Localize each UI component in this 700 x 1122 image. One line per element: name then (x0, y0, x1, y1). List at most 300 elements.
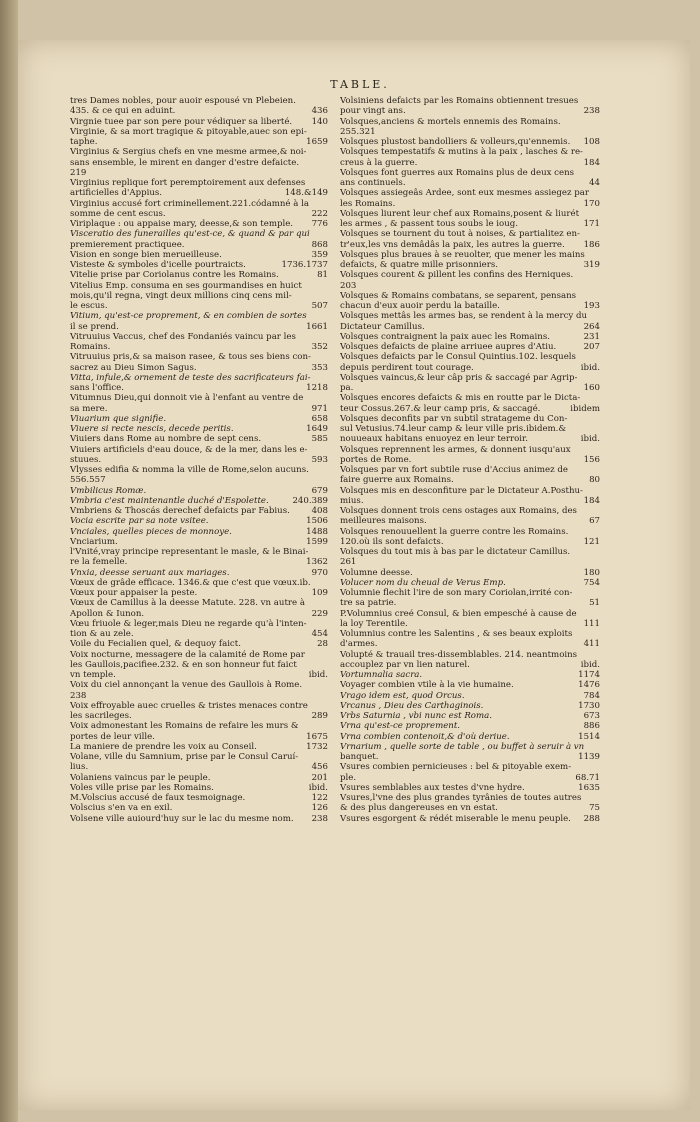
index-entry (340, 199, 600, 209)
entry-text: 238 (70, 690, 87, 701)
entry-page-number: 80 (589, 475, 600, 486)
index-entry (70, 609, 328, 619)
entry-page-number (596, 96, 600, 106)
entry-page-number: 122 (311, 793, 328, 803)
index-entry (70, 783, 328, 793)
entry-text: Vrna qu'est-ce proprement. (340, 721, 461, 732)
entry-page-number (596, 188, 600, 198)
entry-page-number (596, 527, 600, 537)
index-entry (70, 147, 328, 157)
entry-page-number: 776 (311, 219, 328, 229)
index-entry (70, 732, 328, 742)
entry-page-number (596, 414, 600, 424)
entry-text: Vmbria c'est maintenantle duché d'Espolette. (70, 495, 269, 506)
entry-page-number: 180 (583, 567, 600, 578)
entry-text: Volane, ville du Samnium, prise par le Consul Caruí- (70, 752, 299, 762)
entry-text: & des plus dangereuses en vn estat. (340, 803, 498, 814)
entry-text: Volsques se tournent du tout à noises, & partialitez en- (340, 229, 580, 240)
entry-text: Vmbilicus Romæ. (70, 485, 147, 496)
entry-text: les sacrileges. (70, 711, 132, 721)
entry-text: l'Vnité,vray principe representant le masle, & le Binai- (70, 547, 309, 557)
entry-text: Volsques defaicts de plaine arriuee aupres d'Atiu. (340, 342, 557, 352)
entry-page-number: 184 (583, 495, 600, 506)
entry-text: Voix effroyable auec cruelles & tristes menaces contre (70, 700, 308, 711)
index-entry (70, 537, 328, 547)
index-entry (340, 670, 600, 680)
entry-text: Vitumnus Dieu,qui donnoit vie à l'enfant au ventre de (70, 393, 304, 404)
entry-page-number (324, 752, 328, 762)
entry-page-number: 359 (311, 249, 328, 260)
entry-text: sans l'office. (70, 383, 124, 393)
entry-text: Vsures combien pernicieuses : bel & pitoyable exem- (340, 762, 572, 773)
entry-page-number (596, 793, 600, 803)
entry-page-number (596, 486, 600, 496)
index-entry (340, 158, 600, 168)
index-entry (340, 506, 600, 516)
entry-text: somme de cent escus. (70, 208, 166, 219)
entry-text: Romains. (70, 342, 111, 352)
entry-page-number: ibid. (580, 659, 600, 670)
entry-text: teur Cossus.267.& leur camp pris, & saccagé. (340, 403, 541, 414)
entry-page-number (324, 680, 328, 690)
entry-text: Vortumnalia sacra. (340, 670, 423, 680)
entry-page-number: 1732 (306, 741, 328, 752)
entry-page-number: 240.389 (292, 495, 328, 506)
entry-page-number: 436 (311, 106, 328, 117)
entry-page-number: 673 (583, 711, 600, 721)
index-entry (340, 178, 600, 188)
index-entry (70, 106, 328, 116)
entry-page-number: 288 (583, 813, 600, 824)
entry-page-number (324, 147, 328, 157)
entry-page-number (596, 742, 600, 752)
entry-page-number (324, 660, 328, 670)
entry-text: 203 (340, 280, 357, 291)
entry-text: 219 (70, 167, 87, 178)
index-entry (340, 322, 600, 332)
index-entry (340, 404, 600, 414)
index-entry (340, 496, 600, 506)
entry-text: sacrez au Dieu Simon Sagus. (70, 362, 197, 373)
entry-text: Volsques mettâs les armes bas, se rendent à la mercy du (340, 311, 588, 322)
index-entry (340, 691, 600, 701)
entry-text: Vrcanus , Dieu des Carthaginois. (340, 700, 484, 711)
entry-text: Vrago idem est, quod Orcus. (340, 690, 465, 701)
entry-text: re la femelle. (70, 557, 128, 568)
page-header: TABLE. (330, 78, 390, 91)
entry-page-number (596, 547, 600, 557)
entry-text: Vitruuius pris,& sa maison rasee, & tous ses biens con- (70, 352, 311, 363)
entry-text: les Gaullois,pacifiee.232. & en son honneur fut faict (70, 659, 297, 670)
entry-page-number: 67 (589, 516, 600, 527)
entry-text: Vmbriens & Thoscás derechef defaicts par Fabius. (70, 506, 290, 516)
entry-text: lius. (70, 762, 89, 773)
entry-text: faire guerre aux Romains. (340, 475, 454, 486)
entry-page-number: 68.71 (575, 772, 600, 783)
entry-page-number: 507 (311, 301, 328, 311)
index-entry (340, 609, 600, 619)
entry-page-number: 222 (311, 208, 328, 219)
entry-page-number: 658 (311, 413, 328, 424)
entry-text: Apollon & Iunon. (70, 608, 145, 619)
index-entry (340, 619, 600, 629)
index-entry (340, 455, 600, 465)
index-entry (70, 393, 328, 403)
entry-text: les Romains. (340, 198, 396, 209)
entry-page-number (324, 598, 328, 608)
entry-page-number (324, 701, 328, 711)
index-entry (70, 178, 328, 188)
entry-text: Volucer nom du cheual de Verus Emp. (340, 577, 506, 588)
entry-text: nouueaux habitans enuoyez en leur terroir. (340, 434, 528, 445)
entry-text: ans continuels. (340, 178, 406, 188)
index-entry (340, 639, 600, 649)
entry-page-number: 1218 (306, 383, 328, 393)
index-entry (70, 506, 328, 516)
entry-page-number (596, 117, 600, 127)
entry-page-number: 81 (317, 270, 328, 281)
index-entry (340, 219, 600, 229)
entry-page-number: 456 (311, 762, 328, 773)
entry-page-number (596, 762, 600, 772)
index-entry (340, 537, 600, 547)
entry-text: Voles ville prise par les Romains. (70, 782, 214, 793)
entry-page-number (324, 445, 328, 455)
index-entry (70, 598, 328, 608)
entry-text: Volsques courent & pillent les confins des Herniques. (340, 270, 574, 281)
entry-page-number (596, 229, 600, 239)
left-column (70, 96, 328, 824)
entry-text: Vœux de grâde efficace. 1346.& que c'est que vœux.ib. (70, 577, 311, 588)
entry-page-number: 264 (583, 321, 600, 332)
entry-page-number (596, 127, 600, 137)
index-entry (70, 96, 328, 106)
index-entry (70, 240, 328, 250)
index-entry (70, 137, 328, 147)
index-entry (70, 762, 328, 772)
entry-page-number: 970 (311, 567, 328, 578)
index-entry (70, 158, 328, 168)
index-entry (340, 281, 600, 291)
entry-text: Vœu friuole & leger,mais Dieu ne regarde qu'à l'inten- (70, 618, 307, 629)
entry-page-number: 229 (311, 608, 328, 619)
entry-text: Voix admonestant les Romains de refaire les murs & (70, 721, 299, 732)
index-entry (70, 260, 328, 270)
entry-page-number: 784 (583, 690, 600, 701)
index-entry (340, 650, 600, 660)
entry-page-number: 1174 (578, 670, 600, 680)
entry-page-number: 201 (311, 772, 328, 783)
index-entry (70, 270, 328, 280)
entry-page-number: 184 (583, 157, 600, 168)
entry-text: mius. (340, 495, 364, 506)
entry-page-number: 1139 (578, 752, 600, 762)
entry-page-number (596, 424, 600, 434)
entry-page-number (324, 96, 328, 106)
entry-text: Volumnie flechit l'ire de son mary Coriolan,irrité con- (340, 588, 573, 598)
entry-page-number (596, 588, 600, 598)
entry-text: premierement practiquee. (70, 239, 185, 250)
entry-text: Volsques liurent leur chef aux Romains,posent & liurét (340, 208, 580, 219)
entry-page-number: 51 (589, 598, 600, 609)
index-entry (340, 393, 600, 403)
entry-text: Volsques vaincus,& leur câp pris & saccagé par Agrip- (340, 372, 578, 383)
entry-page-number: 1362 (306, 557, 328, 568)
entry-text: chacun d'eux auoir perdu la bataille. (340, 301, 500, 311)
entry-text: Volsques encores defaicts & mis en routte par le Dicta- (340, 393, 581, 404)
entry-page-number: 1635 (578, 782, 600, 793)
entry-text: Vnciarium. (70, 536, 118, 547)
index-entry (70, 660, 328, 670)
entry-text: Viuere si recte nescis, decede peritis. (70, 424, 234, 434)
entry-text: ple. (340, 772, 357, 783)
index-entry (70, 301, 328, 311)
entry-page-number (324, 199, 328, 209)
index-entry (340, 557, 600, 567)
entry-page-number: 1730 (578, 700, 600, 711)
entry-page-number: 679 (311, 485, 328, 496)
index-entry (70, 557, 328, 567)
index-entry (70, 814, 328, 824)
index-entry (340, 117, 600, 127)
index-entry (340, 762, 600, 772)
entry-page-number (324, 332, 328, 342)
index-entry (70, 352, 328, 362)
index-entry (340, 137, 600, 147)
index-entry (340, 291, 600, 301)
index-entry (70, 188, 328, 198)
entry-text: stuues. (70, 454, 102, 465)
entry-page-number (596, 168, 600, 178)
entry-page-number (324, 158, 328, 168)
entry-text: Voix du ciel annonçant la venue des Gaullois à Rome. (70, 680, 303, 691)
index-entry (340, 301, 600, 311)
index-entry (70, 199, 328, 209)
index-entry (70, 455, 328, 465)
entry-text: Volsques defaicts par le Consul Quintius.102. lesquels (340, 352, 576, 363)
entry-page-number: 193 (583, 301, 600, 311)
entry-page-number (324, 547, 328, 557)
index-entry (70, 742, 328, 752)
index-entry (340, 414, 600, 424)
entry-text: le escus. (70, 301, 108, 311)
entry-text: banquet. (340, 752, 379, 762)
entry-text: taphe. (70, 137, 98, 147)
entry-page-number: 408 (311, 506, 328, 516)
entry-page-number: 160 (583, 383, 600, 393)
entry-page-number: 186 (583, 239, 600, 250)
entry-page-number: 171 (583, 219, 600, 229)
entry-page-number: 148.&149 (284, 188, 328, 199)
entry-text: Vitelie prise par Coriolanus contre les Romains. (70, 270, 279, 281)
entry-text: Vsures semblables aux testes d'vne hydre. (340, 782, 525, 793)
entry-page-number: 238 (583, 106, 600, 117)
index-entry (70, 250, 328, 260)
index-entry (70, 465, 328, 475)
entry-page-number (596, 352, 600, 362)
index-entry (70, 516, 328, 526)
entry-text: Visceratio des funerailles qu'est-ce, & quand & par qui (70, 229, 310, 240)
entry-page-number (324, 619, 328, 629)
entry-page-number: 1488 (306, 526, 328, 537)
entry-text: Vlysses edifia & nomma la ville de Rome,selon aucuns. (70, 465, 309, 475)
entry-text: Vitium, qu'est-ce proprement, & en combien de sortes (70, 311, 307, 322)
index-entry (340, 752, 600, 762)
entry-text: Volscius s'en va en exil. (70, 803, 173, 814)
index-entry (70, 445, 328, 455)
entry-text: Vnciales, quelles pieces de monnoye. (70, 526, 232, 537)
index-entry (340, 250, 600, 260)
index-entry (70, 680, 328, 690)
entry-text: Vnxia, deesse seruant aux mariages. (70, 567, 230, 578)
index-entry (70, 670, 328, 680)
entry-text: Volsene ville auiourd'huy sur le lac du mesme nom. (70, 813, 294, 824)
entry-page-number: 1675 (306, 731, 328, 742)
entry-text: Vrnarium , quelle sorte de table , ou buffet à seruir à vn (340, 741, 585, 752)
entry-page-number (596, 147, 600, 157)
entry-text: Virginie, & sa mort tragique & pitoyable,auec son epi- (70, 126, 307, 137)
book-spine (0, 0, 18, 1122)
entry-text: accouplez par vn lien naturel. (340, 659, 470, 670)
entry-text: 255.321 (340, 126, 376, 137)
entry-page-number (596, 609, 600, 619)
entry-text: M.Volscius accusé de faux tesmoignage. (70, 793, 246, 803)
index-entry (340, 475, 600, 485)
entry-text: Vœux pour appaiser la peste. (70, 588, 198, 598)
entry-text: la loy Terentile. (340, 618, 408, 629)
entry-text: Vitelius Emp. consuma en ses gourmandises en huict (70, 280, 302, 291)
entry-text: Volsques par vn fort subtile ruse d'Accius animez de (340, 465, 568, 475)
entry-text: Volsques mis en desconfiture par le Dictateur A.Posthu- (340, 485, 583, 496)
index-entry (340, 701, 600, 711)
entry-text: les armes , & passent tous soubs le ioug. (340, 219, 519, 229)
index-entry (70, 342, 328, 352)
entry-text: tre sa patrie. (340, 598, 397, 609)
index-entry (340, 106, 600, 116)
entry-page-number: 108 (583, 137, 600, 147)
entry-page-number (596, 465, 600, 475)
entry-text: Viuiers dans Rome au nombre de sept cens. (70, 434, 262, 445)
entry-page-number: 886 (583, 721, 600, 732)
entry-text: vn temple. (70, 670, 116, 680)
entry-page-number: 289 (311, 711, 328, 721)
entry-page-number: 319 (583, 260, 600, 270)
entry-text: creus à la guerre. (340, 157, 418, 168)
entry-text: Vocia escrite par sa note vsitee. (70, 516, 209, 527)
entry-page-number: 1599 (306, 536, 328, 547)
index-entry (70, 639, 328, 649)
entry-page-number (596, 650, 600, 660)
entry-page-number: ibidem (570, 403, 600, 414)
entry-page-number (324, 178, 328, 188)
entry-page-number: 1736.1737 (281, 260, 328, 270)
index-entry (70, 578, 328, 588)
entry-page-number: 170 (583, 198, 600, 209)
index-entry (340, 363, 600, 373)
entry-text: Virginius replique fort peremptoirement aux defenses (70, 178, 306, 188)
entry-page-number (596, 557, 600, 567)
entry-page-number: 1506 (306, 516, 328, 527)
index-entry (340, 793, 600, 803)
entry-text: Virgnie tuee par son pere pour védiquer sa liberté. (70, 116, 293, 127)
entry-text: 435. & ce qui en aduint. (70, 106, 176, 117)
index-entry (70, 322, 328, 332)
entry-text: Volsques deconfits par vn subtil stratageme du Con- (340, 413, 568, 424)
entry-text: Volumne deesse. (340, 567, 413, 578)
entry-page-number (324, 311, 328, 321)
entry-page-number: 352 (311, 342, 328, 352)
entry-text: 120.où ils sont defaicts. (340, 536, 444, 547)
entry-page-number (596, 393, 600, 403)
right-column (340, 96, 600, 824)
entry-page-number: 231 (583, 331, 600, 342)
index-entry (70, 691, 328, 701)
entry-text: 261 (340, 557, 357, 568)
entry-page-number: 593 (311, 454, 328, 465)
entry-text: Volsiniens defaicts par les Romains obtiennent tresues (340, 96, 579, 106)
index-entry (340, 742, 600, 752)
index-entry (340, 424, 600, 434)
entry-page-number (596, 311, 600, 321)
entry-page-number: 44 (589, 178, 600, 188)
index-entry (70, 281, 328, 291)
index-entry (340, 732, 600, 742)
entry-page-number: 109 (311, 588, 328, 598)
index-entry (70, 568, 328, 578)
entry-text: Vision en songe bien merueilleuse. (70, 249, 222, 260)
index-entry (340, 209, 600, 219)
index-entry (70, 475, 328, 485)
entry-page-number (324, 578, 328, 588)
entry-page-number (596, 209, 600, 219)
entry-text: sul Vetusius.74.leur camp & leur ville pris.ibidem.& (340, 424, 567, 434)
entry-page-number: 411 (583, 639, 600, 650)
index-entry (340, 445, 600, 455)
entry-page-number: 754 (583, 577, 600, 588)
entry-page-number: ibid. (580, 362, 600, 373)
entry-text: Voix nocturne, messagere de la calamité de Rome par (70, 649, 305, 660)
entry-page-number: 1514 (578, 731, 600, 742)
entry-text: Volumnius contre les Salentins , & ses beaux exploits (340, 629, 573, 639)
entry-text: Vsures,l'vne des plus grandes tyrânies de toutes autres (340, 793, 582, 803)
entry-page-number: 1659 (306, 137, 328, 147)
entry-text: tion & au zele. (70, 629, 134, 639)
index-entry (340, 486, 600, 496)
index-entry (340, 147, 600, 157)
entry-page-number: 140 (311, 116, 328, 127)
entry-page-number (596, 445, 600, 455)
entry-page-number (596, 281, 600, 291)
index-entry (70, 803, 328, 813)
index-entry (70, 721, 328, 731)
index-entry (340, 516, 600, 526)
entry-text: Viuiers artificiels d'eau douce, & de la mer, dans les e- (70, 444, 308, 455)
index-entry (340, 773, 600, 783)
entry-text: P.Volumnius creé Consul, & bien empesché à cause de (340, 608, 577, 619)
index-entry (70, 117, 328, 127)
entry-page-number: 454 (311, 629, 328, 639)
index-entry (340, 578, 600, 588)
entry-page-number (324, 168, 328, 178)
index-entry (70, 127, 328, 137)
entry-text: pa. (340, 383, 354, 393)
index-entry (70, 773, 328, 783)
entry-page-number (596, 373, 600, 383)
entry-text: Vsures esgorgent & rédét miserable le menu peuple. (340, 813, 571, 824)
entry-text: Volsques font guerres aux Romains plus de deux cens (340, 167, 575, 178)
index-entry (340, 127, 600, 137)
index-entry (340, 383, 600, 393)
